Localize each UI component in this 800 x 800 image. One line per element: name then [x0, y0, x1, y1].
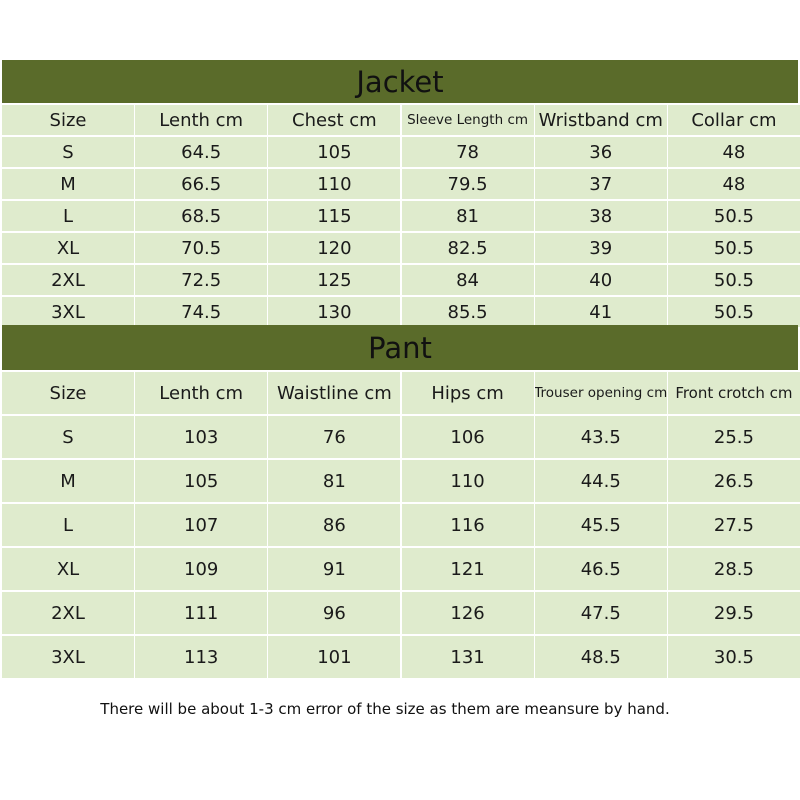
- pant-header-cell: Trouser opening cm: [535, 372, 667, 414]
- jacket-value-cell: 50.5: [668, 201, 800, 231]
- jacket-value-cell: 130: [268, 297, 400, 327]
- pant-value-cell: 131: [402, 636, 534, 678]
- jacket-value-cell: 120: [268, 233, 400, 263]
- pant-value-cell: 25.5: [668, 416, 800, 458]
- jacket-size-cell: 2XL: [2, 265, 134, 295]
- jacket-value-cell: 82.5: [402, 233, 534, 263]
- jacket-value-cell: 36: [535, 137, 667, 167]
- jacket-value-cell: 74.5: [135, 297, 267, 327]
- pant-value-cell: 121: [402, 548, 534, 590]
- jacket-header-cell: Lenth cm: [135, 105, 267, 135]
- pant-value-cell: 76: [268, 416, 400, 458]
- pant-size-cell: S: [2, 416, 134, 458]
- jacket-value-cell: 38: [535, 201, 667, 231]
- jacket-value-cell: 41: [535, 297, 667, 327]
- pant-value-cell: 101: [268, 636, 400, 678]
- pant-value-cell: 28.5: [668, 548, 800, 590]
- jacket-header-cell: Size: [2, 105, 134, 135]
- pant-size-cell: M: [2, 460, 134, 502]
- jacket-value-cell: 78: [402, 137, 534, 167]
- pant-value-cell: 107: [135, 504, 267, 546]
- pant-value-cell: 30.5: [668, 636, 800, 678]
- jacket-size-cell: L: [2, 201, 134, 231]
- pant-value-cell: 44.5: [535, 460, 667, 502]
- jacket-value-cell: 50.5: [668, 265, 800, 295]
- pant-value-cell: 103: [135, 416, 267, 458]
- pant-value-cell: 105: [135, 460, 267, 502]
- pant-value-cell: 81: [268, 460, 400, 502]
- pant-header-cell: Size: [2, 372, 134, 414]
- pant-size-cell: XL: [2, 548, 134, 590]
- jacket-value-cell: 85.5: [402, 297, 534, 327]
- pant-size-cell: 3XL: [2, 636, 134, 678]
- pant-header-cell: Lenth cm: [135, 372, 267, 414]
- jacket-header-cell: Collar cm: [668, 105, 800, 135]
- jacket-value-cell: 70.5: [135, 233, 267, 263]
- jacket-size-cell: S: [2, 137, 134, 167]
- jacket-value-cell: 64.5: [135, 137, 267, 167]
- jacket-value-cell: 125: [268, 265, 400, 295]
- jacket-value-cell: 48: [668, 137, 800, 167]
- jacket-value-cell: 40: [535, 265, 667, 295]
- pant-size-cell: 2XL: [2, 592, 134, 634]
- pant-value-cell: 86: [268, 504, 400, 546]
- pant-value-cell: 126: [402, 592, 534, 634]
- jacket-value-cell: 81: [402, 201, 534, 231]
- pant-size-table: [2, 372, 798, 678]
- jacket-value-cell: 79.5: [402, 169, 534, 199]
- jacket-value-cell: 37: [535, 169, 667, 199]
- pant-value-cell: 111: [135, 592, 267, 634]
- jacket-value-cell: 50.5: [668, 233, 800, 263]
- pant-value-cell: 26.5: [668, 460, 800, 502]
- pant-value-cell: 113: [135, 636, 267, 678]
- pant-header-cell: Front crotch cm: [668, 372, 800, 414]
- jacket-size-cell: M: [2, 169, 134, 199]
- pant-size-cell: L: [2, 504, 134, 546]
- jacket-header-cell: Chest cm: [268, 105, 400, 135]
- jacket-title: Jacket: [2, 60, 798, 103]
- jacket-header-cell: Sleeve Length cm: [402, 105, 534, 135]
- jacket-value-cell: 48: [668, 169, 800, 199]
- jacket-value-cell: 115: [268, 201, 400, 231]
- pant-value-cell: 116: [402, 504, 534, 546]
- pant-value-cell: 45.5: [535, 504, 667, 546]
- pant-value-cell: 43.5: [535, 416, 667, 458]
- pant-value-cell: 106: [402, 416, 534, 458]
- jacket-value-cell: 68.5: [135, 201, 267, 231]
- pant-header-cell: Hips cm: [402, 372, 534, 414]
- pant-value-cell: 48.5: [535, 636, 667, 678]
- jacket-value-cell: 66.5: [135, 169, 267, 199]
- pant-value-cell: 110: [402, 460, 534, 502]
- jacket-value-cell: 50.5: [668, 297, 800, 327]
- pant-title: Pant: [2, 325, 798, 370]
- pant-value-cell: 109: [135, 548, 267, 590]
- measurement-note: There will be about 1-3 cm error of the size as them are meansure by hand.: [100, 700, 670, 718]
- pant-value-cell: 96: [268, 592, 400, 634]
- pant-header-cell: Waistline cm: [268, 372, 400, 414]
- pant-value-cell: 46.5: [535, 548, 667, 590]
- jacket-value-cell: 84: [402, 265, 534, 295]
- pant-value-cell: 47.5: [535, 592, 667, 634]
- jacket-size-cell: XL: [2, 233, 134, 263]
- jacket-value-cell: 105: [268, 137, 400, 167]
- jacket-value-cell: 72.5: [135, 265, 267, 295]
- pant-value-cell: 27.5: [668, 504, 800, 546]
- jacket-value-cell: 110: [268, 169, 400, 199]
- jacket-size-table: [2, 105, 798, 327]
- jacket-size-cell: 3XL: [2, 297, 134, 327]
- jacket-value-cell: 39: [535, 233, 667, 263]
- pant-value-cell: 29.5: [668, 592, 800, 634]
- pant-value-cell: 91: [268, 548, 400, 590]
- jacket-header-cell: Wristband cm: [535, 105, 667, 135]
